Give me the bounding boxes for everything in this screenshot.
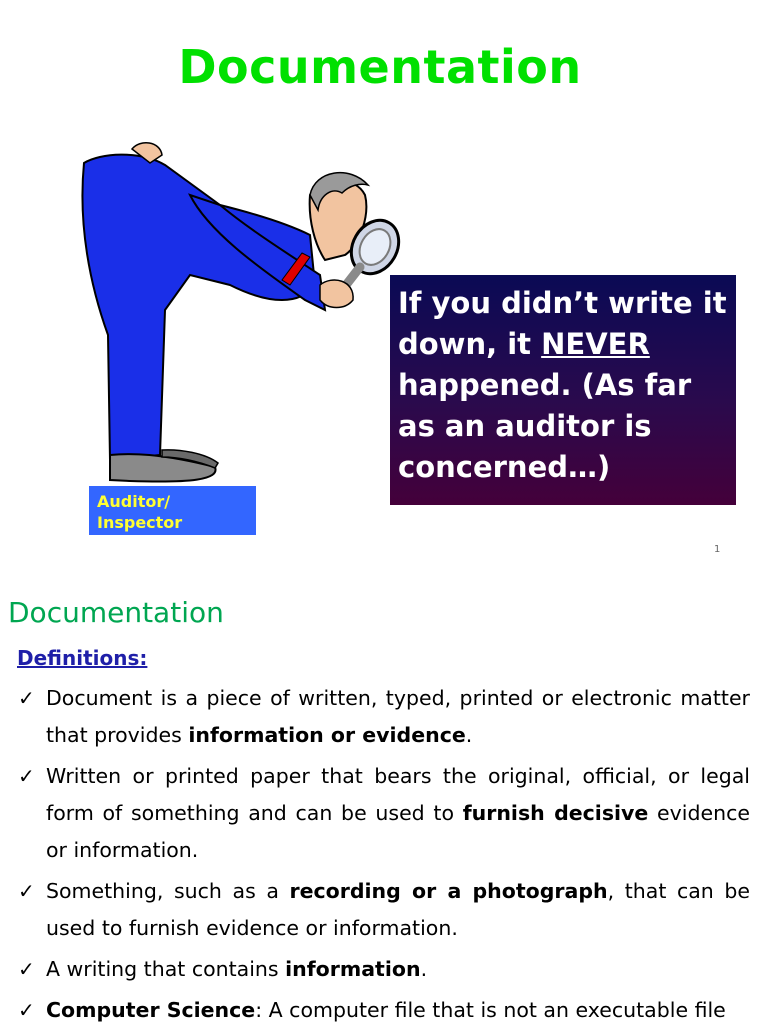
check-icon: ✓ <box>18 686 35 710</box>
check-icon: ✓ <box>18 764 35 788</box>
definition-segment: : A computer file that is not an executable file <box>255 998 726 1022</box>
check-icon: ✓ <box>18 998 35 1022</box>
definition-segment: Document is a piece of written, typed, printed or electronic matter that provides <box>46 686 750 747</box>
quote-after: happened. (As far as an auditor is concerned…) <box>398 368 692 484</box>
definition-segment: Something, such as a <box>46 879 290 903</box>
definition-segment: . <box>420 957 428 981</box>
list-item <box>18 680 750 754</box>
section-heading: Documentation <box>8 596 224 629</box>
definition-emphasis: Computer Science <box>46 998 256 1022</box>
list-item <box>18 992 750 1029</box>
check-icon: ✓ <box>18 957 35 981</box>
definition-emphasis: information or evidence <box>188 723 466 747</box>
list-item <box>18 873 750 947</box>
caption-line-1: Auditor/ <box>97 492 171 511</box>
check-icon: ✓ <box>18 879 35 903</box>
slide-title: Documentation <box>178 40 582 94</box>
definition-segment: Written or printed paper that bears the original, official, or legal form of something and can be used to <box>46 764 750 825</box>
quote-before: If you didn’t write it down, it <box>398 286 727 361</box>
quote-box <box>390 275 736 505</box>
quote-emphasis: NEVER <box>541 327 650 361</box>
definition-text <box>46 951 750 988</box>
caption-line-2: Inspector <box>97 513 183 532</box>
definition-emphasis: information <box>285 957 421 981</box>
definition-text <box>46 758 750 869</box>
definitions-label: Definitions: <box>17 646 148 670</box>
auditor-with-magnifying-glass-icon <box>70 135 410 495</box>
definition-text <box>46 992 750 1029</box>
definition-segment: A writing that contains <box>46 957 286 981</box>
definition-emphasis: recording or a photograph <box>289 879 608 903</box>
caption-badge <box>89 486 256 535</box>
definition-text <box>46 873 750 947</box>
list-item <box>18 758 750 869</box>
definition-text <box>46 680 750 754</box>
definition-segment: . <box>465 723 473 747</box>
definitions-list <box>18 680 750 1033</box>
list-item <box>18 951 750 988</box>
definition-emphasis: furnish decisive <box>462 801 649 825</box>
page-number: 1 <box>714 544 721 555</box>
definition-segment: , that can be used to furnish evidence or information. <box>46 879 750 940</box>
definition-segment: evidence or information. <box>46 801 750 862</box>
